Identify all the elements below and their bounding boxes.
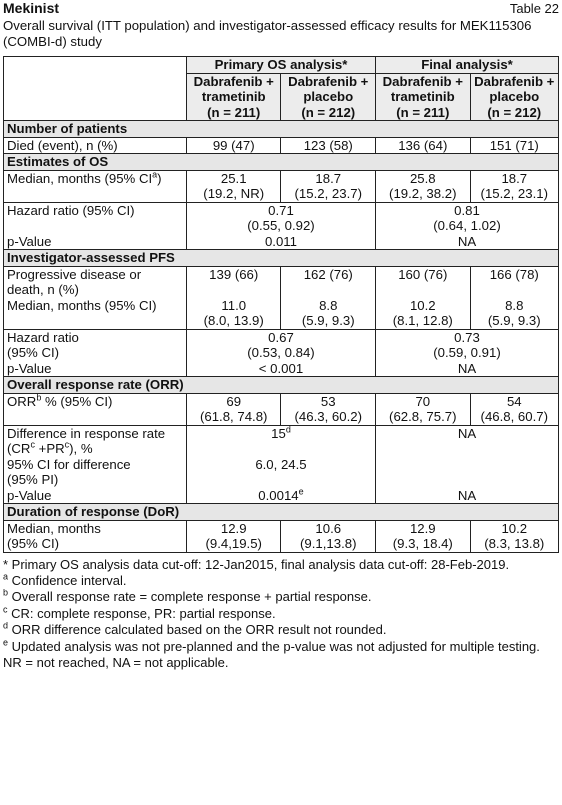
table-row	[4, 137, 559, 154]
table-cell: 25.8 (19.2, 38.2)	[376, 170, 471, 202]
empty-header-cell	[4, 57, 187, 121]
table-cell: 151 (71)	[470, 137, 558, 154]
section-title: Number of patients	[4, 121, 559, 138]
table-cell: 18.7 (15.2, 23.1)	[470, 170, 558, 202]
table-row	[4, 520, 559, 552]
footnote-abbreviations: NR = not reached, NA = not applicable.	[3, 654, 229, 670]
table-cell: 0.71 (0.55, 0.92) 0.011	[186, 202, 375, 250]
table-cell: 53 (46.3, 60.2)	[281, 393, 376, 425]
table-cell: 18.7 (15.2, 23.7)	[281, 170, 376, 202]
group-header-primary: Primary OS analysis*	[186, 57, 375, 74]
footnote-star: * Primary OS analysis data cut-off: 12-Jan2015, final analysis data cut-off: 28-Feb-2019.	[3, 556, 510, 572]
row-label: Hazard ratio (95% CI) p-Value	[4, 202, 187, 250]
row-label: Median, months (95% $CI^a$)	[4, 170, 187, 202]
section-title: Overall response rate (ORR)	[4, 377, 559, 394]
arm-header-dt-final: Dabrafenib + trametinib (n = 211)	[376, 73, 471, 121]
section-row	[4, 504, 559, 521]
footnote-c: $^c$ CR: complete response, PR: partial response.	[3, 604, 276, 621]
table-row	[4, 329, 559, 377]
arm-header-dp-final: Dabrafenib + placebo (n = 212)	[470, 73, 558, 121]
table-cell: 10.6 (9.1,13.8)	[281, 520, 376, 552]
table-caption: Overall survival (ITT population) and investigator-assessed efficacy results for MEK115306 (COMBI-d) study	[3, 18, 532, 49]
table-row	[4, 393, 559, 425]
group-header-row	[4, 57, 559, 74]
row-label: Progressive disease or death, n (%) Median, months (95% CI)	[4, 266, 187, 329]
table-cell: 54 (46.8, 60.7)	[470, 393, 558, 425]
row-label: Difference in response rate $(CR^c +PR^c)$, % 95% CI for difference (95% PI) p-Value	[4, 425, 187, 504]
row-label: Median, months (95% CI)	[4, 520, 187, 552]
row-label: ORR$^b$ % (95% CI)	[4, 393, 187, 425]
table-cell: 162 (76) 8.8 (5.9, 9.3)	[281, 266, 376, 329]
row-label: Hazard ratio (95% CI) p-Value	[4, 329, 187, 377]
row-label: Died (event), n (%)	[4, 137, 187, 154]
table-cell: 99 (47)	[186, 137, 281, 154]
table-cell: 0.73 (0.59, 0.91) NA	[376, 329, 559, 377]
section-title: Duration of response (DoR)	[4, 504, 559, 521]
table-row	[4, 425, 559, 504]
table-cell: 0.81 (0.64, 1.02) NA	[376, 202, 559, 250]
table-row	[4, 202, 559, 250]
footnote-a: $^a$ Confidence interval.	[3, 571, 127, 588]
efficacy-table	[3, 56, 559, 553]
table-row	[4, 170, 559, 202]
footnote-d: $^d$ ORR difference calculated based on the ORR result not rounded.	[3, 620, 387, 638]
table-cell: 69 (61.8, 74.8)	[186, 393, 281, 425]
table-cell: 15$^d$ 6.0, 24.5 0.0014e	[186, 425, 375, 504]
table-number: Table 22	[509, 1, 559, 16]
section-title: Estimates of OS	[4, 154, 559, 171]
table-cell: NA NA	[376, 425, 559, 504]
footnote-b: $^b$ Overall response rate = complete response + partial response.	[3, 587, 372, 605]
table-cell: 123 (58)	[281, 137, 376, 154]
section-row	[4, 250, 559, 267]
table-cell: 166 (78) 8.8 (5.9, 9.3)	[470, 266, 558, 329]
drug-name: Mekinist	[3, 0, 60, 16]
section-row	[4, 377, 559, 394]
footnote-e: $^e$ Updated analysis was not pre-planned and the p-value was not adjusted for multiple testing.	[3, 637, 540, 654]
section-row	[4, 154, 559, 171]
table-cell: 139 (66) 11.0 (8.0, 13.9)	[186, 266, 281, 329]
arm-header-dp-primary: Dabrafenib + placebo (n = 212)	[281, 73, 376, 121]
footnotes	[3, 557, 559, 672]
table-cell: 70 (62.8, 75.7)	[376, 393, 471, 425]
table-cell: 160 (76) 10.2 (8.1, 12.8)	[376, 266, 471, 329]
section-row	[4, 121, 559, 138]
table-cell: 25.1 (19.2, NR)	[186, 170, 281, 202]
group-header-final: Final analysis*	[376, 57, 559, 74]
table-cell: 12.9 (9.3, 18.4)	[376, 520, 471, 552]
table-cell: 0.67 (0.53, 0.84) < 0.001	[186, 329, 375, 377]
table-cell: 10.2 (8.3, 13.8)	[470, 520, 558, 552]
section-title: Investigator-assessed PFS	[4, 250, 559, 267]
table-row	[4, 266, 559, 329]
document-header	[3, 0, 559, 18]
arm-header-dt-primary: Dabrafenib + trametinib (n = 211)	[186, 73, 281, 121]
table-cell: 136 (64)	[376, 137, 471, 154]
table-cell: 12.9 (9.4,19.5)	[186, 520, 281, 552]
